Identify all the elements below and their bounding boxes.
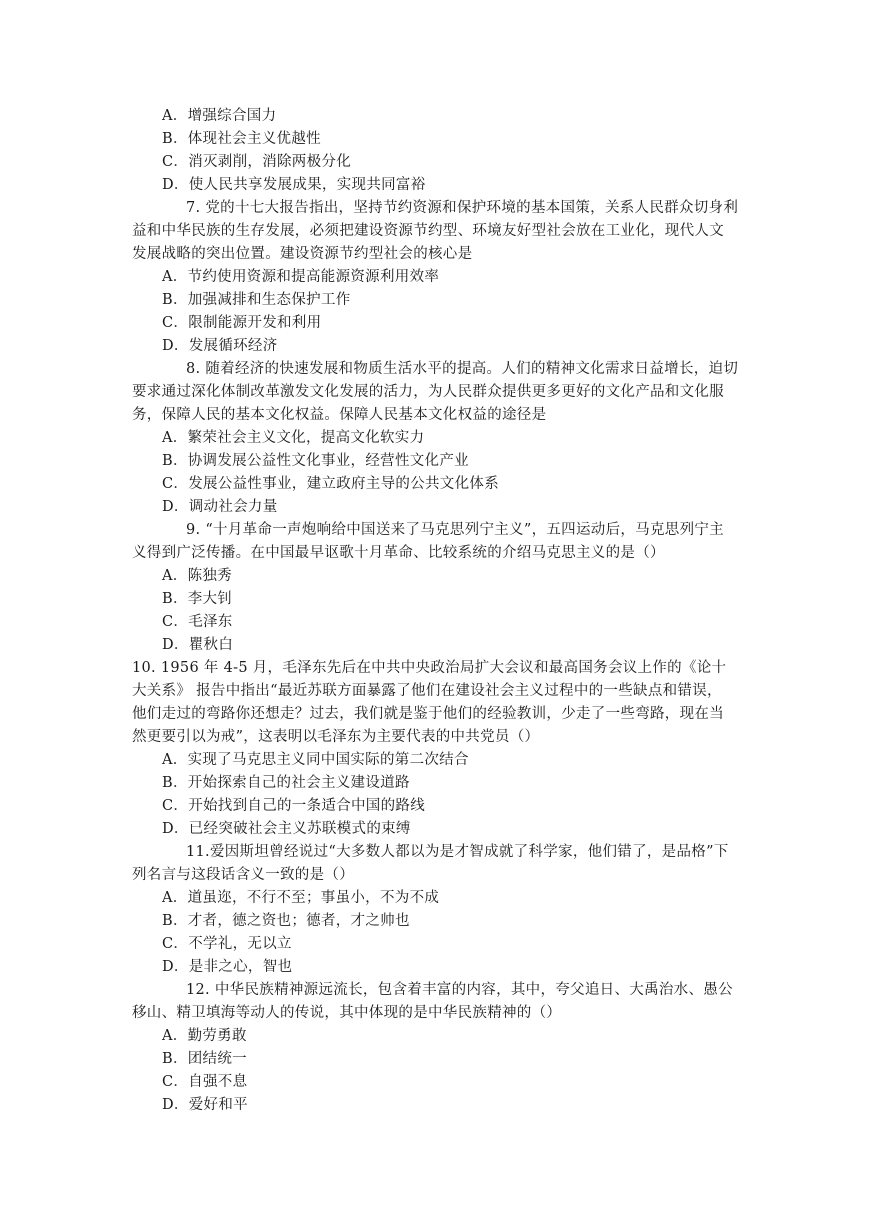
q10-stem-line-2: 大关系》 报告中指出“最近苏联方面暴露了他们在建设社会主义过程中的一些缺点和错误，: [132, 683, 722, 699]
q8-stem-line-2: 要求通过深化体制改革激发文化发展的活力，为人民群众提供更多更好的文化产品和文化服: [132, 384, 724, 400]
q12-option-b: B．团结统一: [162, 1051, 247, 1067]
q8-option-d: D．调动社会力量: [162, 499, 278, 515]
q8-option-b: B．协调发展公益性文化事业，经营性文化产业: [162, 453, 469, 469]
q6-option-d: D．使人民共享发展成果，实现共同富裕: [162, 177, 426, 193]
q10-stem-line-3: 他们走过的弯路你还想走？过去，我们就是鉴于他们的经验教训，少走了一些弯路，现在当: [132, 706, 724, 722]
q10-option-a: A．实现了马克思主义同中国实际的第二次结合: [162, 752, 469, 768]
q7-option-b: B．加强减排和生态保护工作: [162, 292, 351, 308]
q12-option-c: C．自强不息: [162, 1074, 248, 1090]
q12-option-a: A．勤劳勇敢: [162, 1028, 247, 1044]
q6-option-a: A．增强综合国力: [162, 108, 277, 124]
q12-stem-line-2: 移山、精卫填海等动人的传说，其中体现的是中华民族精神的（）: [132, 1005, 562, 1021]
q7-stem-line-2: 益和中华民族的生存发展，必须把建设资源节约型、环境友好型社会放在工业化，现代人文: [132, 223, 724, 239]
q9-stem-line-2: 义得到广泛传播。在中国最早讴歌十月革命、比较系统的介绍马克思主义的是（）: [132, 545, 665, 561]
q10-stem-line-4: 然更要引以为戒”，这表明以毛泽东为主要代表的中共党员（）: [132, 729, 540, 745]
q7-option-a: A．节约使用资源和提高能源资源利用效率: [162, 269, 440, 285]
q12-option-d: D．爱好和平: [162, 1097, 248, 1113]
q9-option-d: D．瞿秋白: [162, 637, 234, 653]
q11-option-b: B．才者，德之资也；德者，才之帅也: [162, 913, 410, 929]
q7-option-d: D．发展循环经济: [162, 338, 278, 354]
q11-option-c: C．不学礼，无以立: [162, 936, 292, 952]
q10-option-c: C．开始找到自己的一条适合中国的路线: [162, 798, 425, 814]
q7-stem-line-3: 发展战略的突出位置。建设资源节约型社会的核心是: [132, 246, 473, 262]
q9-option-b: B．李大钊: [162, 591, 233, 607]
q7-option-c: C．限制能源开发和利用: [162, 315, 322, 331]
q11-option-d: D．是非之心，智也: [162, 959, 293, 975]
q8-option-c: C．发展公益性事业，建立政府主导的公共文化体系: [162, 476, 499, 492]
q8-stem-line-1: 8. 随着经济的快速发展和物质生活水平的提高。人们的精神文化需求日益增长，迫切: [186, 361, 739, 377]
q12-stem-line-1: 12. 中华民族精神源远流长，包含着丰富的内容，其中，夸父追日、大禹治水、愚公: [186, 982, 733, 998]
q8-stem-line-3: 务，保障人民的基本文化权益。保障人民基本文化权益的途径是: [132, 407, 547, 423]
q10-stem-line-1: 10. 1956 年 4-5 月，毛泽东先后在中共中央政治局扩大会议和最高国务会议上作的《论十: [132, 660, 727, 676]
q9-option-c: C．毛泽东: [162, 614, 233, 630]
q11-stem-line-2: 列名言与这段话含义一致的是（）: [132, 867, 354, 883]
q10-option-b: B．开始探索自己的社会主义建设道路: [162, 775, 410, 791]
q10-option-d: D．已经突破社会主义苏联模式的束缚: [162, 821, 411, 837]
q6-option-b: B．体现社会主义优越性: [162, 131, 321, 147]
q9-stem-line-1: 9. “十月革命一声炮响给中国送来了马克思列宁主义”，五四运动后，马克思列宁主: [186, 522, 724, 538]
q6-option-c: C．消灭剥削，消除两极分化: [162, 154, 351, 170]
q11-option-a: A．道虽迩，不行不至；事虽小，不为不成: [162, 890, 440, 906]
q7-stem-line-1: 7. 党的十七大报告指出，坚持节约资源和保护环境的基本国策，关系人民群众切身利: [186, 200, 739, 216]
q9-option-a: A．陈独秀: [162, 568, 232, 584]
q8-option-a: A．繁荣社会主义文化，提高文化软实力: [162, 430, 425, 446]
q11-stem-line-1: 11.爱因斯坦曾经说过“大多数人都以为是才智成就了科学家，他们错了，是品格”下: [186, 844, 729, 860]
